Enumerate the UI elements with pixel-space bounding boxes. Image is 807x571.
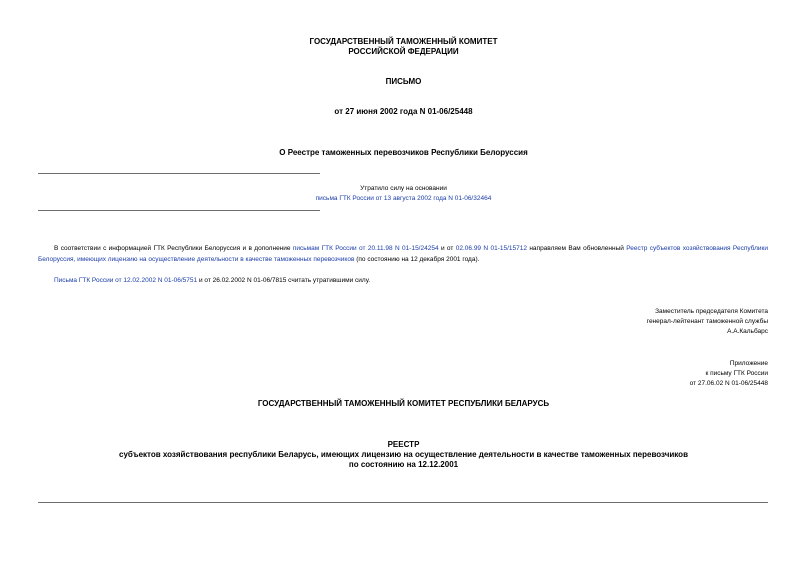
org-name-line2: РОССИЙСКОЙ ФЕДЕРАЦИИ <box>348 47 459 56</box>
doc-subject: О Реестре таможенных перевозчиков Республики Белоруссия <box>279 148 528 157</box>
doc-date-number: от 27 июня 2002 года N 01-06/25448 <box>334 107 473 116</box>
link-letter-2002[interactable]: Письма ГТК России от 12.02.2002 N 01-06/5751 <box>54 277 198 284</box>
belarus-committee-title: ГОСУДАРСТВЕННЫЙ ТАМОЖЕННЫЙ КОМИТЕТ РЕСПУБЛИКИ БЕЛАРУСЬ <box>257 399 550 408</box>
appendix-reference: к письму ГТК России <box>705 370 768 377</box>
signature-rank: генерал-лейтенант таможенной службы <box>646 318 768 325</box>
appendix-date: от 27.06.02 N 01-06/25448 <box>689 380 768 387</box>
link-letter-1998[interactable]: письмам ГТК России от 20.11.98 N 01-15/24254 <box>292 245 439 252</box>
status-note-text: Утратило силу на основании <box>360 185 447 192</box>
paragraph-repeal: Письма ГТК России от 12.02.2002 N 01-06/5751 и от 26.02.2002 N 01-06/7815 считать утратившими силу. <box>54 277 371 284</box>
paragraph-main: В соответствии с информацией ГТК Республики Белоруссия и в дополнение письмам ГТК России от 20.11.98 N 01-15/24254 и от 02.06.99 N 01-15/15712 направляем Вам обновленный Реестр субъектов хозяйствования Республики Белоруссия, имеющих лицензию на осуществление деятельности в качестве таможенных перевозчиков (по состоянию на 12 декабря 2001 года). <box>38 245 768 263</box>
org-name-line1: ГОСУДАРСТВЕННЫЙ ТАМОЖЕННЫЙ КОМИТЕТ <box>309 37 498 46</box>
doc-type: ПИСЬМО <box>385 77 422 86</box>
divider-top <box>38 173 320 174</box>
signature-position: Заместитель председателя Комитета <box>655 308 768 315</box>
registry-subtitle: субъектов хозяйствования республики Беларусь, имеющих лицензию на осуществление деятельности в качестве таможенных перевозчиков <box>119 450 688 459</box>
link-registry[interactable]: Реестр субъектов хозяйствования Республики Белоруссия, имеющих лицензию на осуществление деятельности в качестве таможенных перевозчиков <box>38 245 768 263</box>
registry-title: РЕЕСТР <box>387 440 420 449</box>
divider-footer <box>38 502 768 503</box>
appendix-label: Приложение <box>729 360 768 367</box>
signature-name: А.А.Кальбарс <box>727 328 768 335</box>
divider-bottom <box>38 210 320 211</box>
status-note-link[interactable]: письма ГТК России от 13 августа 2002 года N 01-06/32464 <box>315 195 492 202</box>
registry-date: по состоянию на 12.12.2001 <box>348 460 459 469</box>
link-letter-1999[interactable]: 02.06.99 N 01-15/15712 <box>455 245 527 252</box>
